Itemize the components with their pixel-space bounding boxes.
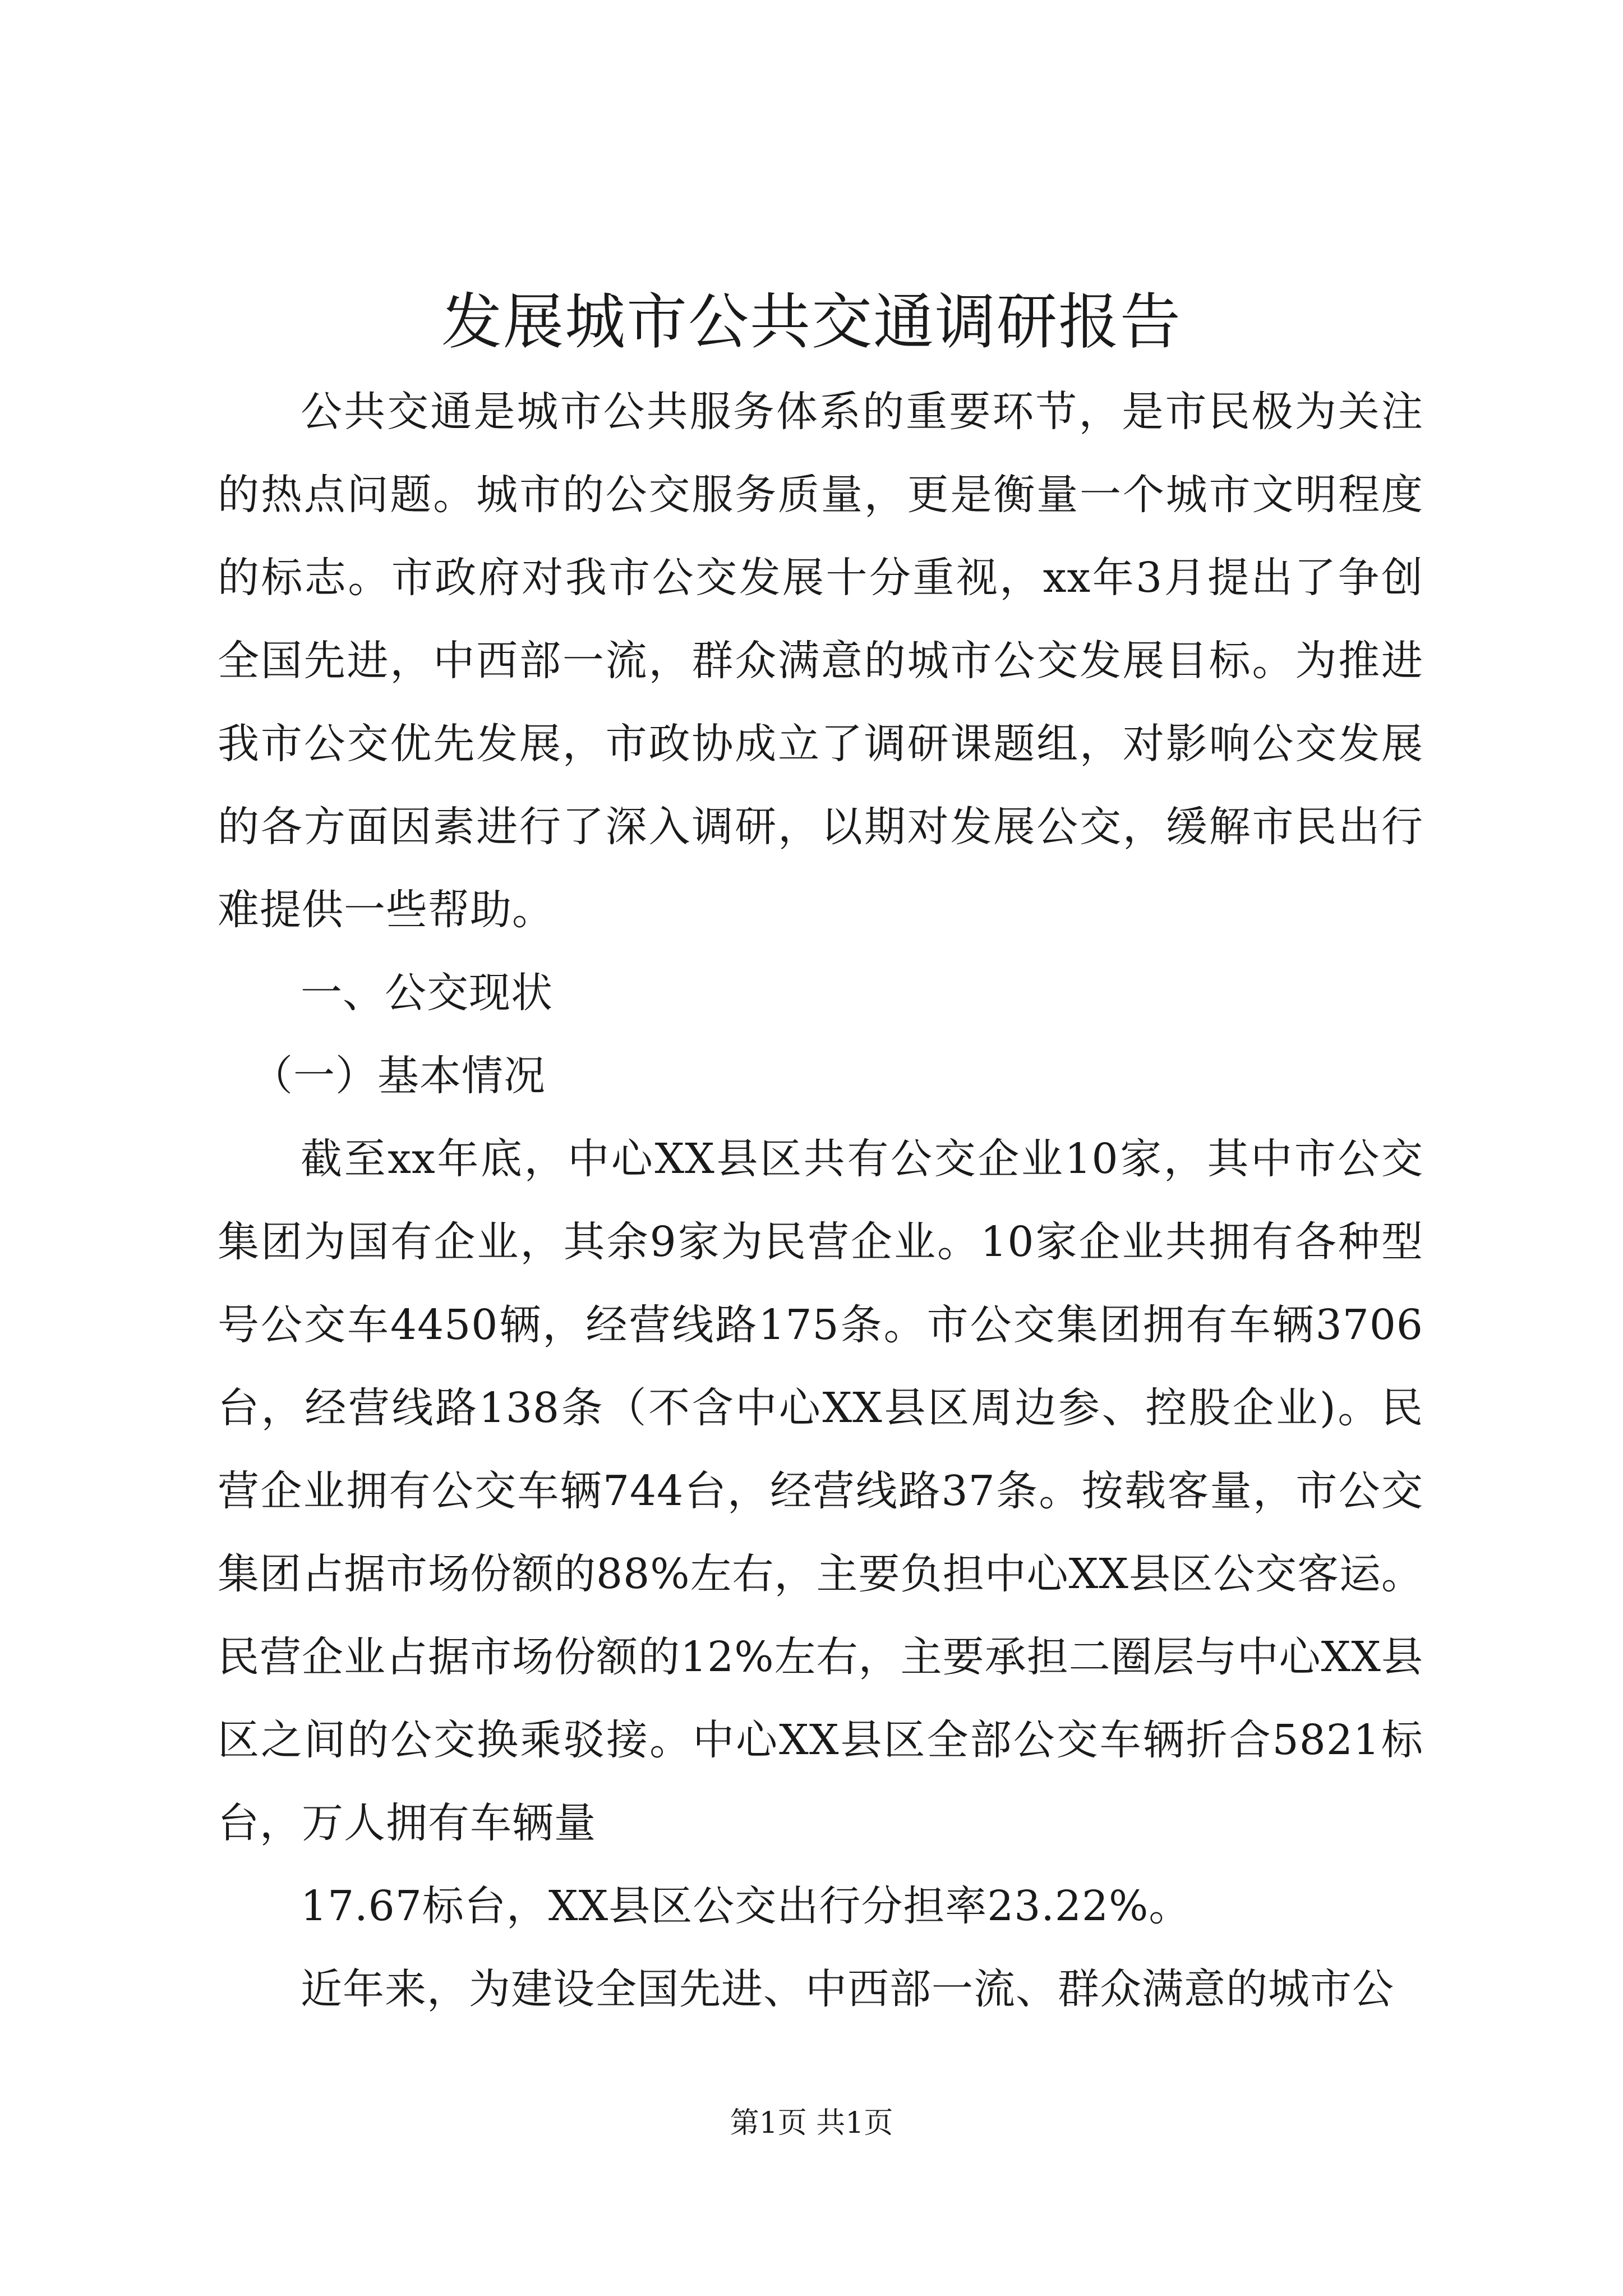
document-title: 发展城市公共交通调研报告 <box>441 287 1182 357</box>
document-body <box>218 370 1423 2031</box>
paragraph-recent: 近年来，为建设全国先进、中西部一流、群众满意的城市公 <box>301 1965 1394 2013</box>
section-heading: 一、公交现状 <box>301 969 553 1017</box>
paragraph-intro: 公共交通是城市公共服务体系的重要环节，是市民极为关注的热点问题。城市的公交服务质量，更是衡量一个城市文明程度的标志。市政府对我市公交发展十分重视，xx年3月提出了争创全国先进，中西部一流，群众满意的城市公交发展目标。为推进我市公交优先发展，市政协成立了调研课题组，对影响公交发展的各方面因素进行了深入调研，以期对发展公交，缓解市民出行难提供一些帮助。 <box>218 388 1423 934</box>
page-number: 第1页 共1页 <box>730 2106 893 2140</box>
paragraph-statistic: 17.67标台，XX县区公交出行分担率23.22%。 <box>301 1882 1191 1930</box>
paragraph-status: 截至xx年底，中心XX县区共有公交企业10家，其中市公交集团为国有企业，其余9家为民营企业。10家企业共拥有各种型号公交车4450辆，经营线路175条。市公交集团拥有车辆3706台，经营线路138条（不含中心XX县区周边参、控股企业)。民营企业拥有公交车辆744台，经营线路37条。按载客量，市公交集团占据市场份额的88%左右，主要负担中心XX县区公交客运。民营企业占据市场份额的12%左右，主要承担二圈层与中心XX县区之间的公交换乘驳接。中心XX县区全部公交车辆折合5821标台，万人拥有车辆量 <box>218 1135 1423 1847</box>
subsection-heading: （一）基本情况 <box>251 1052 546 1100</box>
